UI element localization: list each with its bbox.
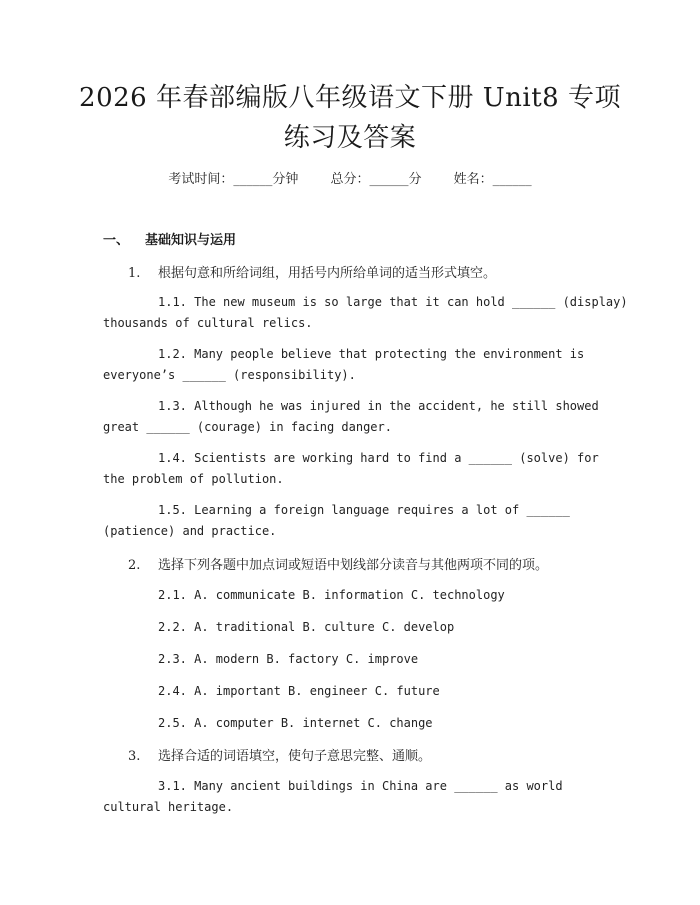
exam-meta [0, 168, 700, 187]
sub-question-line: (patience) and practice. [103, 524, 277, 538]
sub-question-line: 1.1. The new museum is so large that it can hold ______ (display) [158, 295, 628, 309]
sub-question-line: 3.1. Many ancient buildings in China are ______ as world [158, 779, 563, 793]
sub-question-line: great ______ (courage) in facing danger. [103, 420, 392, 434]
sub-question-line: 1.5. Learning a foreign language requires a lot of ______ [158, 503, 570, 517]
sub-question-line: 2.1. A. communicate B. information C. technology [158, 588, 505, 602]
sub-question [103, 448, 603, 490]
section-number: 一、 [103, 233, 130, 248]
total-score: 总分：______分 [330, 172, 422, 187]
question-text: 选择合适的词语填空，使句子意思完整、通顺。 [158, 749, 432, 764]
sub-question [103, 681, 603, 702]
sub-question-line: 2.4. A. important B. engineer C. future [158, 684, 440, 698]
exam-time: 考试时间：______分钟 [168, 172, 299, 187]
sub-question [103, 292, 628, 334]
student-name: 姓名：______ [453, 172, 532, 187]
sub-question [103, 344, 603, 386]
question-3 [128, 745, 598, 764]
question-number: 3. [128, 749, 141, 764]
sub-question-line: the problem of pollution. [103, 472, 284, 486]
title-line-1: 2026 年春部编版八年级语文下册 Unit8 专项 [79, 83, 621, 113]
question-1 [128, 262, 598, 281]
question-text: 选择下列各题中加点词或短语中划线部分读音与其他两项不同的项。 [158, 558, 549, 573]
question-number: 1. [128, 266, 141, 281]
sub-question [103, 396, 603, 438]
question-number: 2. [128, 558, 141, 573]
sub-question-line: everyone’s ______ (responsibility). [103, 368, 356, 382]
page-title [60, 78, 640, 158]
sub-question [103, 713, 603, 734]
sub-question-line: 2.2. A. traditional B. culture C. develop [158, 620, 455, 634]
sub-question [103, 776, 603, 818]
sub-question-line: 2.3. A. modern B. factory C. improve [158, 652, 419, 666]
sub-question-line: cultural heritage. [103, 800, 234, 814]
question-text: 根据句意和所给词组，用括号内所给单词的适当形式填空。 [158, 266, 497, 281]
sub-question-line: 1.4. Scientists are working hard to find a ______ (solve) for [158, 451, 599, 465]
sub-question [103, 585, 603, 606]
sub-question-line: 1.2. Many people believe that protecting the environment is [158, 347, 585, 361]
sub-question-line: thousands of cultural relics. [103, 316, 313, 330]
sub-question [103, 649, 603, 670]
title-line-2: 练习及答案 [283, 123, 417, 153]
sub-question [103, 617, 603, 638]
sub-question [103, 500, 603, 542]
sub-question-line: 1.3. Although he was injured in the accident, he still showed [158, 399, 599, 413]
sub-question-line: 2.5. A. computer B. internet C. change [158, 716, 433, 730]
section-heading [103, 229, 236, 248]
question-2 [128, 554, 598, 573]
section-label: 基础知识与运用 [145, 233, 237, 248]
